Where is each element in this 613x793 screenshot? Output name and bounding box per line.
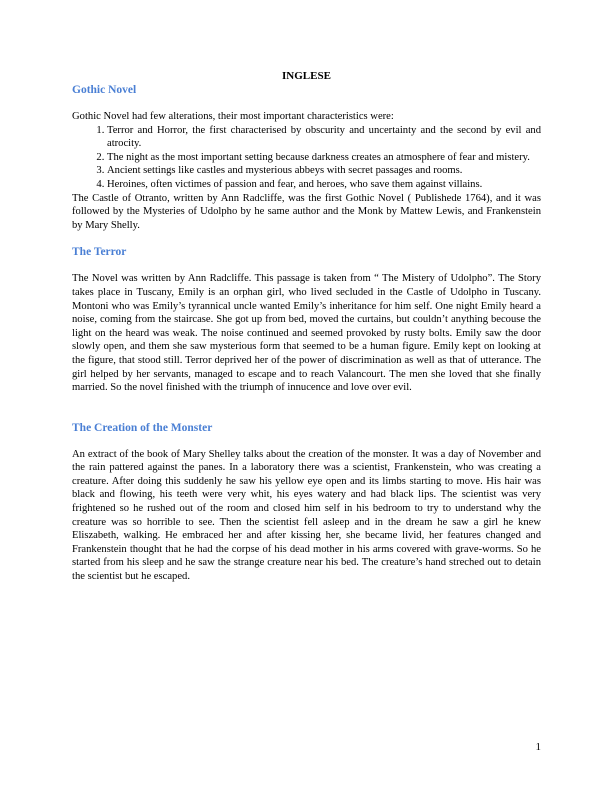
list-item: 2. The night as the most important setting because darkness creates an atmosphere of fear and mistery.	[107, 151, 541, 165]
gothic-novel-intro: Gothic Novel had few alterations, their most important characteristics were:	[72, 111, 394, 122]
list-item: 1. Terror and Horror, the first characterised by obscurity and uncertainty and the second by evil and atrocity.	[107, 124, 541, 151]
section-the-terror	[72, 245, 541, 394]
the-terror-paragraph: The Novel was written by Ann Radcliffe. This passage is taken from “ The Mistery of Udolpho”. The Story takes place in Tuscany, Emily is an orphan girl, who lived secluded in the Castle of Udolpho in Tuscany. Montoni who was Emily’s tyrannical uncle wanted Emily’s inheritance for him self. One night Emily heard a noise, coming from the staircase. She got up from bed, moved the curtains, but couldn’t anything becouse the light on the heard was weak. The noise continued and seemed provoked by rusty bolts. Emily saw the door slowly open, and them she saw mysterious form that seemed to be a human figure. Emily kept on looking at the figure, that stood still. Terror deprived her of the power of discrimination as well as that of utterance. The girl helped by her servants, managed to escape and to reach Valancourt. The men she loved that she finally married. So the novel finished with the triumph of innucence and love over evil.	[72, 273, 541, 394]
list-item: 3. Ancient settings like castles and mysterious abbeys with secret passages and rooms.	[107, 164, 541, 178]
document-title: INGLESE	[282, 70, 331, 82]
section-heading-the-terror: The Terror	[72, 246, 127, 259]
section-heading-gothic-novel: Gothic Novel	[72, 84, 137, 96]
section-gothic-novel	[72, 83, 541, 232]
section-creation-of-monster	[72, 421, 541, 584]
characteristics-list	[72, 124, 541, 192]
page-number: 1	[535, 741, 541, 753]
creation-of-monster-paragraph: An extract of the book of Mary Shelley talks about the creation of the monster. It was a day of November and the rain pattered against the panes. In a laboratory there was a scientist, Frankenstein, who was creating a creature. After doing this suddenly he saw his yellow eye open and its limbs starting to move. His hair was black and flowing, his teeth were very whit, his eyes watery and had black lips. The scientist was very frightened so he rushed out of the room and closed him self in his bedroom to try to understand why the creature was so horrible to see. Then the scientist fell asleep and in the dream he saw a girl he knew Eliszabeth, walking. He embraced her and after kissing her, she became livid, her features changed and Frankenstein thought that he had the corpse of his dead mother in his arms covered with grave-worms. So he started from his sleep and he saw the strange creature near his bed. The creature’s hand streched out to detain the scientist but he escaped.	[72, 448, 541, 583]
section-heading-creation-of-monster: The Creation of the Monster	[72, 421, 213, 434]
list-item: 4. Heroines, often victimes of passion and fear, and heroes, who save them against villains.	[107, 178, 541, 192]
gothic-novel-paragraph: The Castle of Otranto, written by Ann Radcliffe, was the first Gothic Novel ( Publishede 1764), and it was followed by the Mysteries of Udolpho by he same author and the Monk by Mattew Lewis, and Frankenstein by Mary Shelly.	[72, 192, 541, 231]
